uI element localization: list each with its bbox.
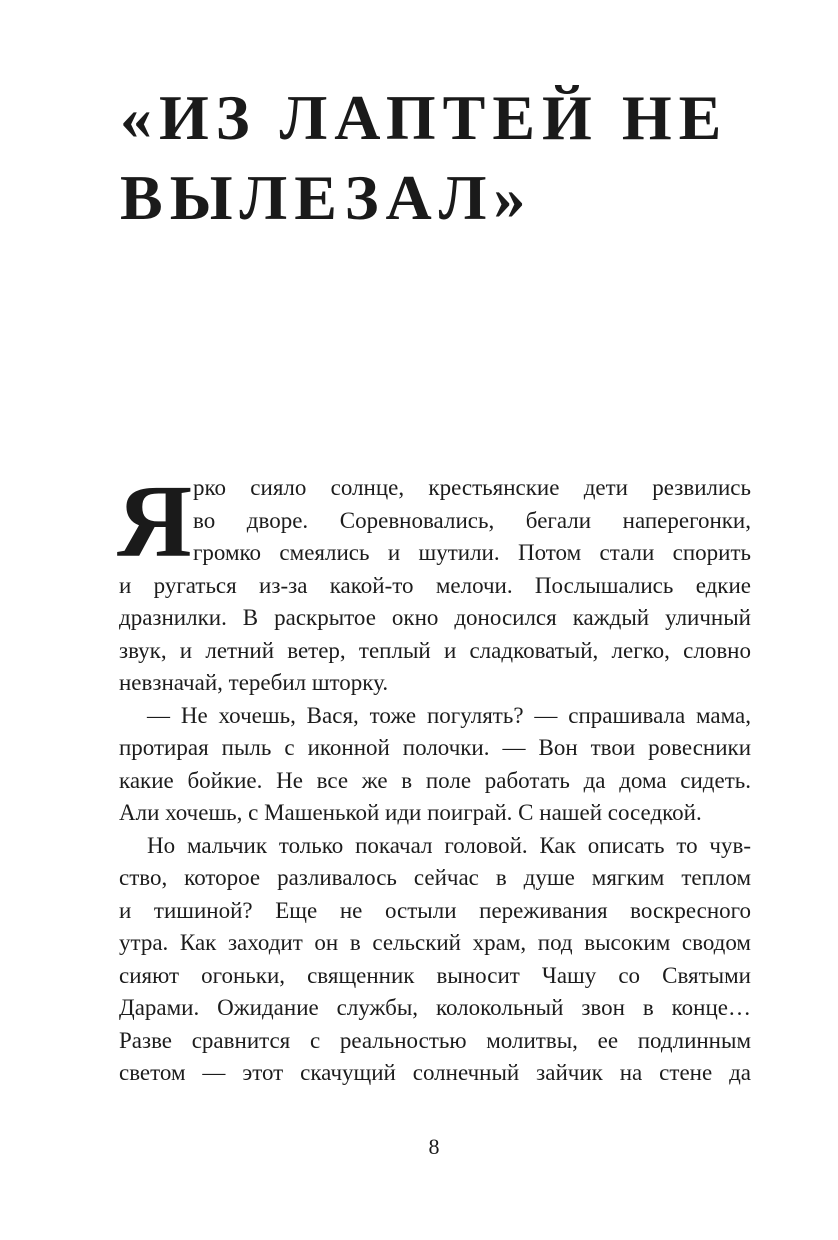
text-line: и ругаться из-за какой-то мелочи. Послышались едкие [119,572,751,598]
paragraph-3 [119,830,751,1090]
drop-cap: Я [117,464,193,579]
text-line: и тишиной? Еще не остыли переживания воскресного [119,897,751,923]
paragraph-1 [117,464,751,700]
text-line: — Не хочешь, Вася, тоже погулять? — спрашивала мама, [147,702,751,728]
text-line: звук, и летний ветер, теплый и сладковатый, легко, словно [119,637,751,663]
chapter-title [120,78,760,238]
text-line: Дарами. Ожидание службы, колокольный звон в конце… [119,995,751,1020]
text-line: Но мальчик только покачал головой. Как описать то чув- [147,832,751,858]
text-line: Али хочешь, с Машенькой иди поиграй. С нашей соседкой. [119,800,702,825]
text-line: ство, которое разливалось сейчас в душе мягким теплом [119,865,751,890]
text-line: рко сияло солнце, крестьянские дети резвились [193,475,751,500]
chapter-body [117,464,751,1090]
text-line: светом — этот скачущий солнечный зайчик на стене да [119,1060,751,1085]
paragraph-2 [119,700,751,830]
chapter-title-line-1: «ИЗ ЛАПТЕЙ НЕ [120,82,729,153]
text-line: какие бойкие. Не все же в поле работать да дома сидеть. [119,767,751,793]
text-line: утра. Как заходит он в сельский храм, под высоким сводом [119,930,751,955]
text-line: во дворе. Соревновались, бегали наперегонки, [193,507,751,533]
text-line: Разве сравнится с реальностью молитвы, ее подлинным [119,1027,751,1053]
page-number: 8 [428,1134,440,1159]
text-line: сияют огоньки, священник выносит Чашу со Святыми [119,962,751,988]
text-line: дразнилки. В раскрытое окно доносился каждый уличный [119,605,751,630]
chapter-title-line-2: ВЫЛЕЗАЛ» [120,162,533,233]
text-line: громко смеялись и шутили. Потом стали спорить [193,540,751,565]
text-line: протирая пыль с иконной полочки. — Вон твои ровесники [119,735,751,760]
text-line: невзначай, теребил шторку. [119,670,389,695]
